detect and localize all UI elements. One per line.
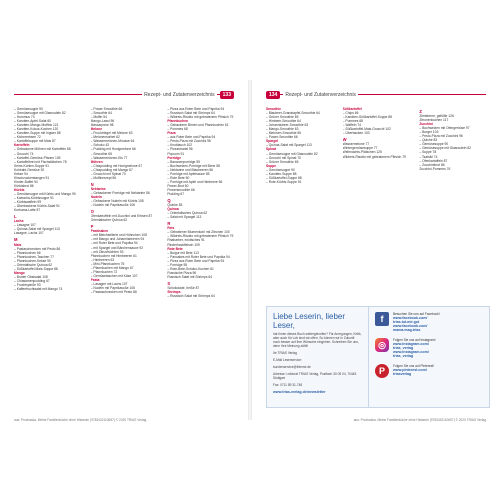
index-entry: – mit Bleichsellerie und Hühnchen 108	[90, 233, 147, 238]
index-entry: – aus Roter Bete und Paprika 94	[167, 135, 216, 140]
index-entry: Kinder-Buffet 94	[14, 179, 38, 184]
index-entry: – Kartoffelsuppe mit Mais 87	[14, 139, 56, 144]
social-links	[369, 307, 489, 407]
index-entry: – Pastaschnecken mit Pesto 86	[90, 290, 137, 295]
index-entry: Wintergemüsesuppe 77	[342, 146, 378, 151]
index-entry: – Karotten-Süßkartoffel-Suppe 88	[342, 115, 392, 120]
index-entry: – Russisch Salat mit Shrimps 64	[167, 294, 215, 299]
index-entry: – Power Smoothie 66	[90, 107, 123, 111]
index-category: Süßkartoffel	[342, 107, 362, 111]
index-category: Pizza	[167, 131, 176, 136]
index-entry: – Kartoffelbrei mit Fischstäbchen 78	[14, 159, 67, 164]
index-entry: – Power-Smoothie 66	[266, 135, 298, 140]
index-entry: – Pfannkuchen 72	[90, 269, 118, 274]
index-entry: Popcorn 91	[167, 151, 185, 156]
index-entry: – Russisch Salat mit Shrimps 64	[167, 111, 215, 116]
index-entry: – Himbeeren 63	[90, 257, 115, 262]
reader-info-box	[266, 306, 490, 408]
index-entry: – Überbacken 103	[342, 131, 370, 136]
index-entry: Russische Pizza 96	[167, 270, 197, 275]
reader-letter	[267, 307, 369, 407]
index-entry: – Burger 103	[419, 130, 439, 135]
index-category: Lachs	[14, 219, 24, 224]
index-entry: – Süßkartoffel-Mais-Gnocchi 102	[342, 127, 391, 132]
index-category: Quinoa	[167, 207, 179, 212]
index-entry: – Kartoffel-Gemüse-Pfanne 105	[14, 155, 61, 160]
page-header-title: Rezept- und Zutatenverzeichnis	[285, 92, 356, 98]
index-entry: – Himbeer-Smoothie 64	[266, 119, 301, 124]
index-entry: – Rote-Kürbis-Suppe 91	[266, 179, 302, 184]
index-entry: – Chips 66	[342, 111, 359, 116]
index-entry: – Gnocchi mit Spinat 70	[90, 171, 126, 176]
index-entry: – Lasagne 107	[14, 223, 36, 228]
social-link[interactable]: www.instagram.com/	[393, 350, 429, 354]
index-entry: – Gnocchi 74	[14, 151, 34, 156]
info-fax: Fax: 0711 89 31-748	[273, 383, 303, 387]
index-entry: – Bulgur mit Bete 113	[167, 250, 199, 255]
index-entry: – Nudeln mit Paprikasoße 106	[90, 285, 136, 290]
index-letter-heading: M	[14, 238, 18, 243]
social-pinterest[interactable]	[375, 364, 483, 378]
index-entry: – Buchweizen mit Ofengemüse 97	[419, 126, 470, 131]
index-entry: Pudding 67	[167, 191, 185, 196]
index-entry: Kürbisbrot 86	[14, 183, 34, 188]
index-entry: Rhabarber, exotisches 91	[167, 238, 205, 243]
index-entry: Powersmoothie 66	[167, 187, 195, 192]
social-link[interactable]: triasverlag	[393, 372, 412, 376]
index-entry: – Grüner Smoothie 65	[266, 115, 299, 120]
index-entry: – Johannisbeer-Smoothie 63	[266, 123, 309, 128]
index-entry: – Pfannkuchen-Kekse 90	[14, 258, 51, 263]
social-link[interactable]: www.facebook.com/	[393, 324, 428, 328]
index-entry: Weihnachts-Plätzchen 125	[342, 150, 382, 155]
index-entry: – Pommes 68	[342, 119, 364, 124]
index-entry: – Pfannkuchen 66	[14, 250, 41, 255]
index-category: Kürbis	[14, 187, 25, 192]
index-columns	[14, 107, 238, 298]
index-entry: – Pesto-Pizza mit Zucchini 96	[419, 134, 463, 139]
right-page	[252, 80, 500, 420]
index-entry: Kurkuma-Latte 87	[14, 208, 41, 213]
instagram-icon: ◎	[375, 338, 389, 352]
index-column	[14, 107, 85, 298]
index-entry: – Chiasamenpudding 67	[14, 278, 50, 283]
facebook-icon: f	[375, 312, 389, 326]
index-entry: – Quiche 83	[419, 138, 438, 143]
index-column	[91, 107, 162, 298]
index-entry: – Karotten-Apfel-Salat 60	[14, 119, 52, 124]
index-entry: – Gnocchi mit Spinat 70	[266, 155, 302, 160]
index-column	[419, 107, 490, 184]
index-letter-heading: O	[90, 210, 94, 215]
index-entry: – mit Zitrusfrüchten 93	[90, 249, 124, 254]
index-entry: – Gebackene Birnen und Pfannkuchen 61	[167, 123, 229, 128]
index-entry: Zucchini-Pommes 76	[419, 166, 451, 171]
index-entry: – Gebackene Möhren mit Kartoffeln 68	[14, 147, 71, 152]
index-entry: – Wildreis-Risotto mit gebratenem Pfirsich 79	[167, 115, 234, 120]
info-title: Liebe Leserin, lieber Leser,	[273, 312, 346, 330]
index-entry: – Gebratener Blumenkohl mit Zitronen 100	[167, 230, 230, 235]
index-entry: – Quinoa-Salat mit Spargel 113	[266, 143, 312, 148]
index-category: Nektarine	[90, 186, 106, 191]
social-link[interactable]: trias_verlag	[393, 354, 414, 358]
index-entry: – Grüner Smoothie 65	[266, 159, 299, 164]
index-category: Zucchini	[419, 122, 433, 127]
index-entry: – Porridge mit Apfel und Himbeere 56	[167, 179, 223, 184]
social-label: Folgen Sie uns auf Instagram!	[393, 338, 436, 342]
index-category: Pfannkuchen	[167, 119, 189, 124]
left-page	[0, 80, 248, 420]
index-category: Shrimps	[167, 290, 181, 295]
index-entry: – Melonensorbet 62	[90, 135, 120, 140]
info-email-label: E-Mail Leserservice:	[273, 358, 302, 362]
index-entry: – Kichererbsen 72	[14, 135, 41, 140]
index-entry: – Wassermelonen-Mousse 64	[90, 139, 135, 144]
pinterest-icon: P	[375, 364, 389, 378]
index-entry: – Chiapudding mit Mango 67	[90, 167, 133, 172]
index-entry: Rinderhackfleisch 109	[167, 242, 200, 247]
index-entry: – Kürbiswaffeln 99	[14, 200, 42, 205]
social-link[interactable]: trias_verlag	[393, 346, 414, 350]
social-label: Folgen Sie uns auf Pinterest!	[393, 364, 434, 368]
index-entry: – Waffeln 74	[342, 123, 361, 128]
index-letter-heading: Q	[167, 199, 171, 204]
index-entry: – Lasagne mit Lachs 107	[90, 281, 128, 286]
index-entry: – Pizza aus Roter Bete und Paprika 94	[167, 258, 225, 263]
index-entry: – Pastaschnecken mit Pesto 86	[14, 246, 61, 251]
book-spread	[0, 80, 500, 420]
index-entry: Mango-Lassi 96	[90, 119, 115, 124]
index-entry: – Porridge mit Apfelsauce 55	[167, 171, 210, 176]
index-category: Kartoffeln	[14, 143, 30, 148]
index-entry: – Hummus 74	[14, 115, 35, 120]
index-entry: – Mango-Smoothie 63	[266, 127, 299, 132]
index-category: Mais	[14, 242, 22, 247]
index-category: Möhren	[90, 159, 103, 164]
index-entry: – Smoothie 64	[90, 111, 112, 116]
index-entry: Mascarpone 98	[90, 123, 114, 128]
index-entry: – Kabocha-Kürbissuppe 91	[14, 196, 54, 201]
index-entry: Ofenkartoffeln mit Zucchini und Erbsen 87	[90, 214, 153, 219]
index-entry: – Muffin 54	[90, 115, 107, 120]
social-link[interactable]: mama.mag.trias	[393, 328, 421, 332]
index-entry: – mit Mango und Johannisbeeren 94	[90, 237, 145, 242]
index-letter-heading: W	[342, 138, 347, 143]
social-link[interactable]: www.facebook.com/	[393, 316, 428, 320]
index-entry: – Wassermelonen-Eis 77	[90, 155, 128, 160]
page-number-badge: 134	[266, 91, 280, 99]
index-entry: – Mini-Pfannkuchen 75	[90, 261, 125, 266]
index-category: Pasta	[90, 277, 100, 282]
index-category: Nudeln	[90, 194, 102, 199]
index-entry: – Karotten-Suppe mit Ingwer 88	[14, 131, 61, 136]
index-entry: – Gemüsesuppe 90	[266, 167, 295, 172]
index-entry: – Suppe 78	[419, 150, 437, 155]
index-entry: – Melonen-Smoothie 65	[266, 131, 302, 136]
index-entry: – Ofenkartoffeln 87	[419, 158, 448, 163]
index-entry: – Kaffeefruchtsalat mit Mango 74	[14, 287, 63, 292]
index-entry: – Gemüsesuppe 90	[419, 142, 449, 147]
index-entry: – Fruchtspieße 93	[14, 282, 41, 287]
index-entry: – Zucchinibrot 86	[419, 162, 445, 167]
index-entry: – Süßkartoffel-Mais-Suppe 88	[14, 266, 58, 271]
info-signature: Ihr TRIAS Verlag	[273, 351, 297, 355]
index-entry: Russisch Salat mit Shrimps 64	[167, 274, 213, 279]
index-entry: – Schoko 43	[90, 143, 110, 148]
index-entry: Power-Brot 60	[167, 183, 189, 188]
page-footer: aus: Prochaska, Meine Familienküche ohne Histamin (9783432110657) © 2020 TRIAS Verlag	[14, 418, 147, 422]
index-letter-heading: L	[14, 215, 17, 220]
index-entry: – Quinoa-Salat mit Spargel 113	[14, 227, 60, 232]
index-letter-heading: N	[90, 182, 94, 187]
index-entry: – Rote-Bete-Schoko-Kuchen 61	[167, 266, 214, 271]
index-entry: – Fruchtriegel mit Melone 63	[90, 131, 133, 136]
index-entry: – Buchweizen-Porridge mit Birne 58	[167, 163, 220, 168]
index-entry: – Gebackene Nudeln mit Kürbis 108	[90, 199, 144, 204]
index-entry: Lasagne, Lachs 107	[14, 231, 44, 236]
info-body: hat Ihnen dieses Buch weitergeholfen? Für Anregungen, Kritik, aber auch für Lob sind wir offen. So können wir in Zukunft noch besser auf Ihre Wünsche eingehen. Schreiben Sie uns, denn Ihre Meinung zählt!	[273, 332, 362, 348]
index-entry: Orientalischer Quinoa 62	[90, 218, 128, 223]
page-number-badge: 133	[220, 91, 234, 99]
index-category: Melone	[90, 127, 103, 132]
page-header-title: Rezept- und Zutatenverzeichnis	[144, 92, 215, 98]
index-letter-heading: R	[167, 222, 171, 227]
index-entry: – Gebackener Porridge mit Nektarine 56	[90, 190, 150, 195]
index-entry: – Pesto-Pizza mit Zucchini 96	[167, 139, 211, 144]
index-entry: Quiche 83	[167, 203, 183, 208]
info-address: Adresse: Lektorat TRIAS Verlag, Postfach 30 05 04, 70445 Stuttgart	[273, 372, 357, 380]
index-category: Porridge	[167, 155, 181, 160]
index-entry: – Überbackene Kürbis-Salat 91	[14, 204, 60, 209]
index-column	[266, 107, 337, 184]
index-entry: – mit Spargel und Bärchensauce 92	[90, 245, 144, 250]
index-entry: – Pommes 68	[167, 127, 188, 132]
index-entry: – Karotten-Suppe 88	[266, 171, 297, 176]
index-category: Pastinaken	[90, 229, 109, 234]
index-entry: – Tsatsiki 74	[419, 154, 438, 159]
index-entry: – Muffinrezept 56	[90, 175, 117, 180]
index-entry: – Gemüsetaschen mit Käse 107	[90, 273, 138, 278]
index-entry: – Orientalische Quinoa 62	[14, 262, 53, 267]
social-label: Besuchen Sie uns auf Facebook!	[393, 312, 440, 316]
index-category: Smoothie	[266, 107, 282, 111]
index-category: Spinat	[266, 147, 277, 152]
index-entry: – Süßkartoffel-Suppe 88	[266, 175, 302, 180]
index-entry: – Nektarine und Blaubeeren 56	[167, 167, 213, 172]
index-letter-heading: S	[167, 281, 171, 286]
index-entry: Wildreis-Risotto mit gebratenem Pfirsich 79	[342, 154, 406, 159]
index-category: Rote Bete	[167, 246, 183, 251]
index-column	[343, 107, 414, 184]
social-instagram[interactable]	[375, 338, 483, 358]
index-entry: – mit Roter Bete und Paprika 94	[90, 241, 138, 246]
index-category: Reis	[167, 226, 175, 231]
page-footer: aus: Prochaska, Meine Familienküche ohne Histamin (9783432110657) © 2020 TRIAS Verlag	[353, 418, 486, 422]
index-entry: – Karotten-Mango-Muffins 121	[14, 123, 59, 128]
page-header	[252, 90, 500, 100]
index-letter-heading: P	[90, 225, 94, 230]
index-entry: Pfannkuchen mit Himbeeren 61	[90, 253, 137, 258]
social-link[interactable]: www.instagram.com/	[393, 342, 429, 346]
index-entry: – Pfannkuchen-Taschen 77	[14, 254, 54, 259]
index-entry: – Gemüsesuppe 90	[14, 107, 43, 111]
index-entry: Zimtsterne, gefüllte 126	[419, 114, 454, 119]
index-column	[167, 107, 238, 298]
newsletter-link[interactable]: www.trias-verlag.de/newsletter	[273, 390, 326, 394]
index-entry: – Gemüsesuppe mit Kürbis und Mango 90	[14, 191, 76, 196]
social-link[interactable]: trias.tut.mir.gut	[393, 320, 420, 324]
index-entry: – Knoblauch 102	[167, 143, 193, 148]
index-entry: Keine-Kohlen-Suppe 91	[14, 163, 50, 168]
index-entry: – Karotten-Kokos-Kuchen 120	[14, 127, 59, 132]
index-entry: – Porridge 55	[167, 262, 188, 267]
index-entry: – Pfannkuchen mit Mango 67	[90, 265, 134, 270]
index-entry: – Bunter Obstsalat 108	[14, 274, 48, 279]
index-entry: Kirschzuckerstangen 91	[14, 175, 50, 180]
index-entry: – Blaubeer-Granatapfel-Smoothie 64	[266, 111, 320, 116]
info-email[interactable]: kundenservice@thieme.de	[273, 365, 311, 369]
index-entry: – Wildreis-Risotto mit gebratenem Pfirsich 79	[167, 234, 234, 239]
index-entry: – Rote Bete 50	[167, 175, 190, 180]
page-header	[0, 90, 248, 100]
index-entry: Zitronenkuchen 117	[419, 118, 449, 123]
index-entry: Wassermelone 77	[342, 142, 370, 147]
index-entry: – Gemüsesuppe mit Glasnudeln 82	[14, 111, 66, 116]
index-entry: – Salat mit Spargel 113	[167, 215, 202, 220]
index-columns	[266, 107, 490, 184]
index-category: Suppe	[266, 163, 277, 168]
index-entry: Kohlrabi-Gemüse 92	[14, 167, 45, 172]
index-category: Spargel	[266, 139, 279, 144]
index-category: Mango	[14, 270, 25, 275]
index-entry: – Pizza aus Roter Bete und Paprika 94	[167, 107, 225, 111]
index-entry: – Pancakes mit Roter Bete und Paprika 94	[167, 254, 230, 259]
index-letter-heading: Z	[419, 110, 422, 114]
social-link[interactable]: www.pinterest.com/	[393, 368, 427, 372]
index-entry: – Smoothie 65	[90, 151, 112, 156]
index-entry: Kekse 94	[14, 171, 28, 176]
index-entry: – Gemüsesuppe mit Glasnudeln 82	[266, 151, 318, 156]
index-entry: – Chiapudding mit Honigmelone 67	[90, 163, 143, 168]
social-facebook[interactable]	[375, 312, 483, 332]
index-entry: – Bananenporridge 55	[167, 159, 200, 164]
index-entry: – Pudding mit Honigmelone 66	[90, 147, 136, 152]
index-entry: – Nudeln mit Paprikasoße 106	[90, 203, 136, 208]
index-entry: – Orientalisches Quinoa 62	[167, 211, 208, 216]
index-entry: Schokolade, heiße 87	[167, 285, 200, 290]
index-entry: – Gemüsesuppe mit Glasnudeln 82	[419, 146, 472, 151]
index-entry: – Pizzastrudel 96	[167, 147, 193, 152]
